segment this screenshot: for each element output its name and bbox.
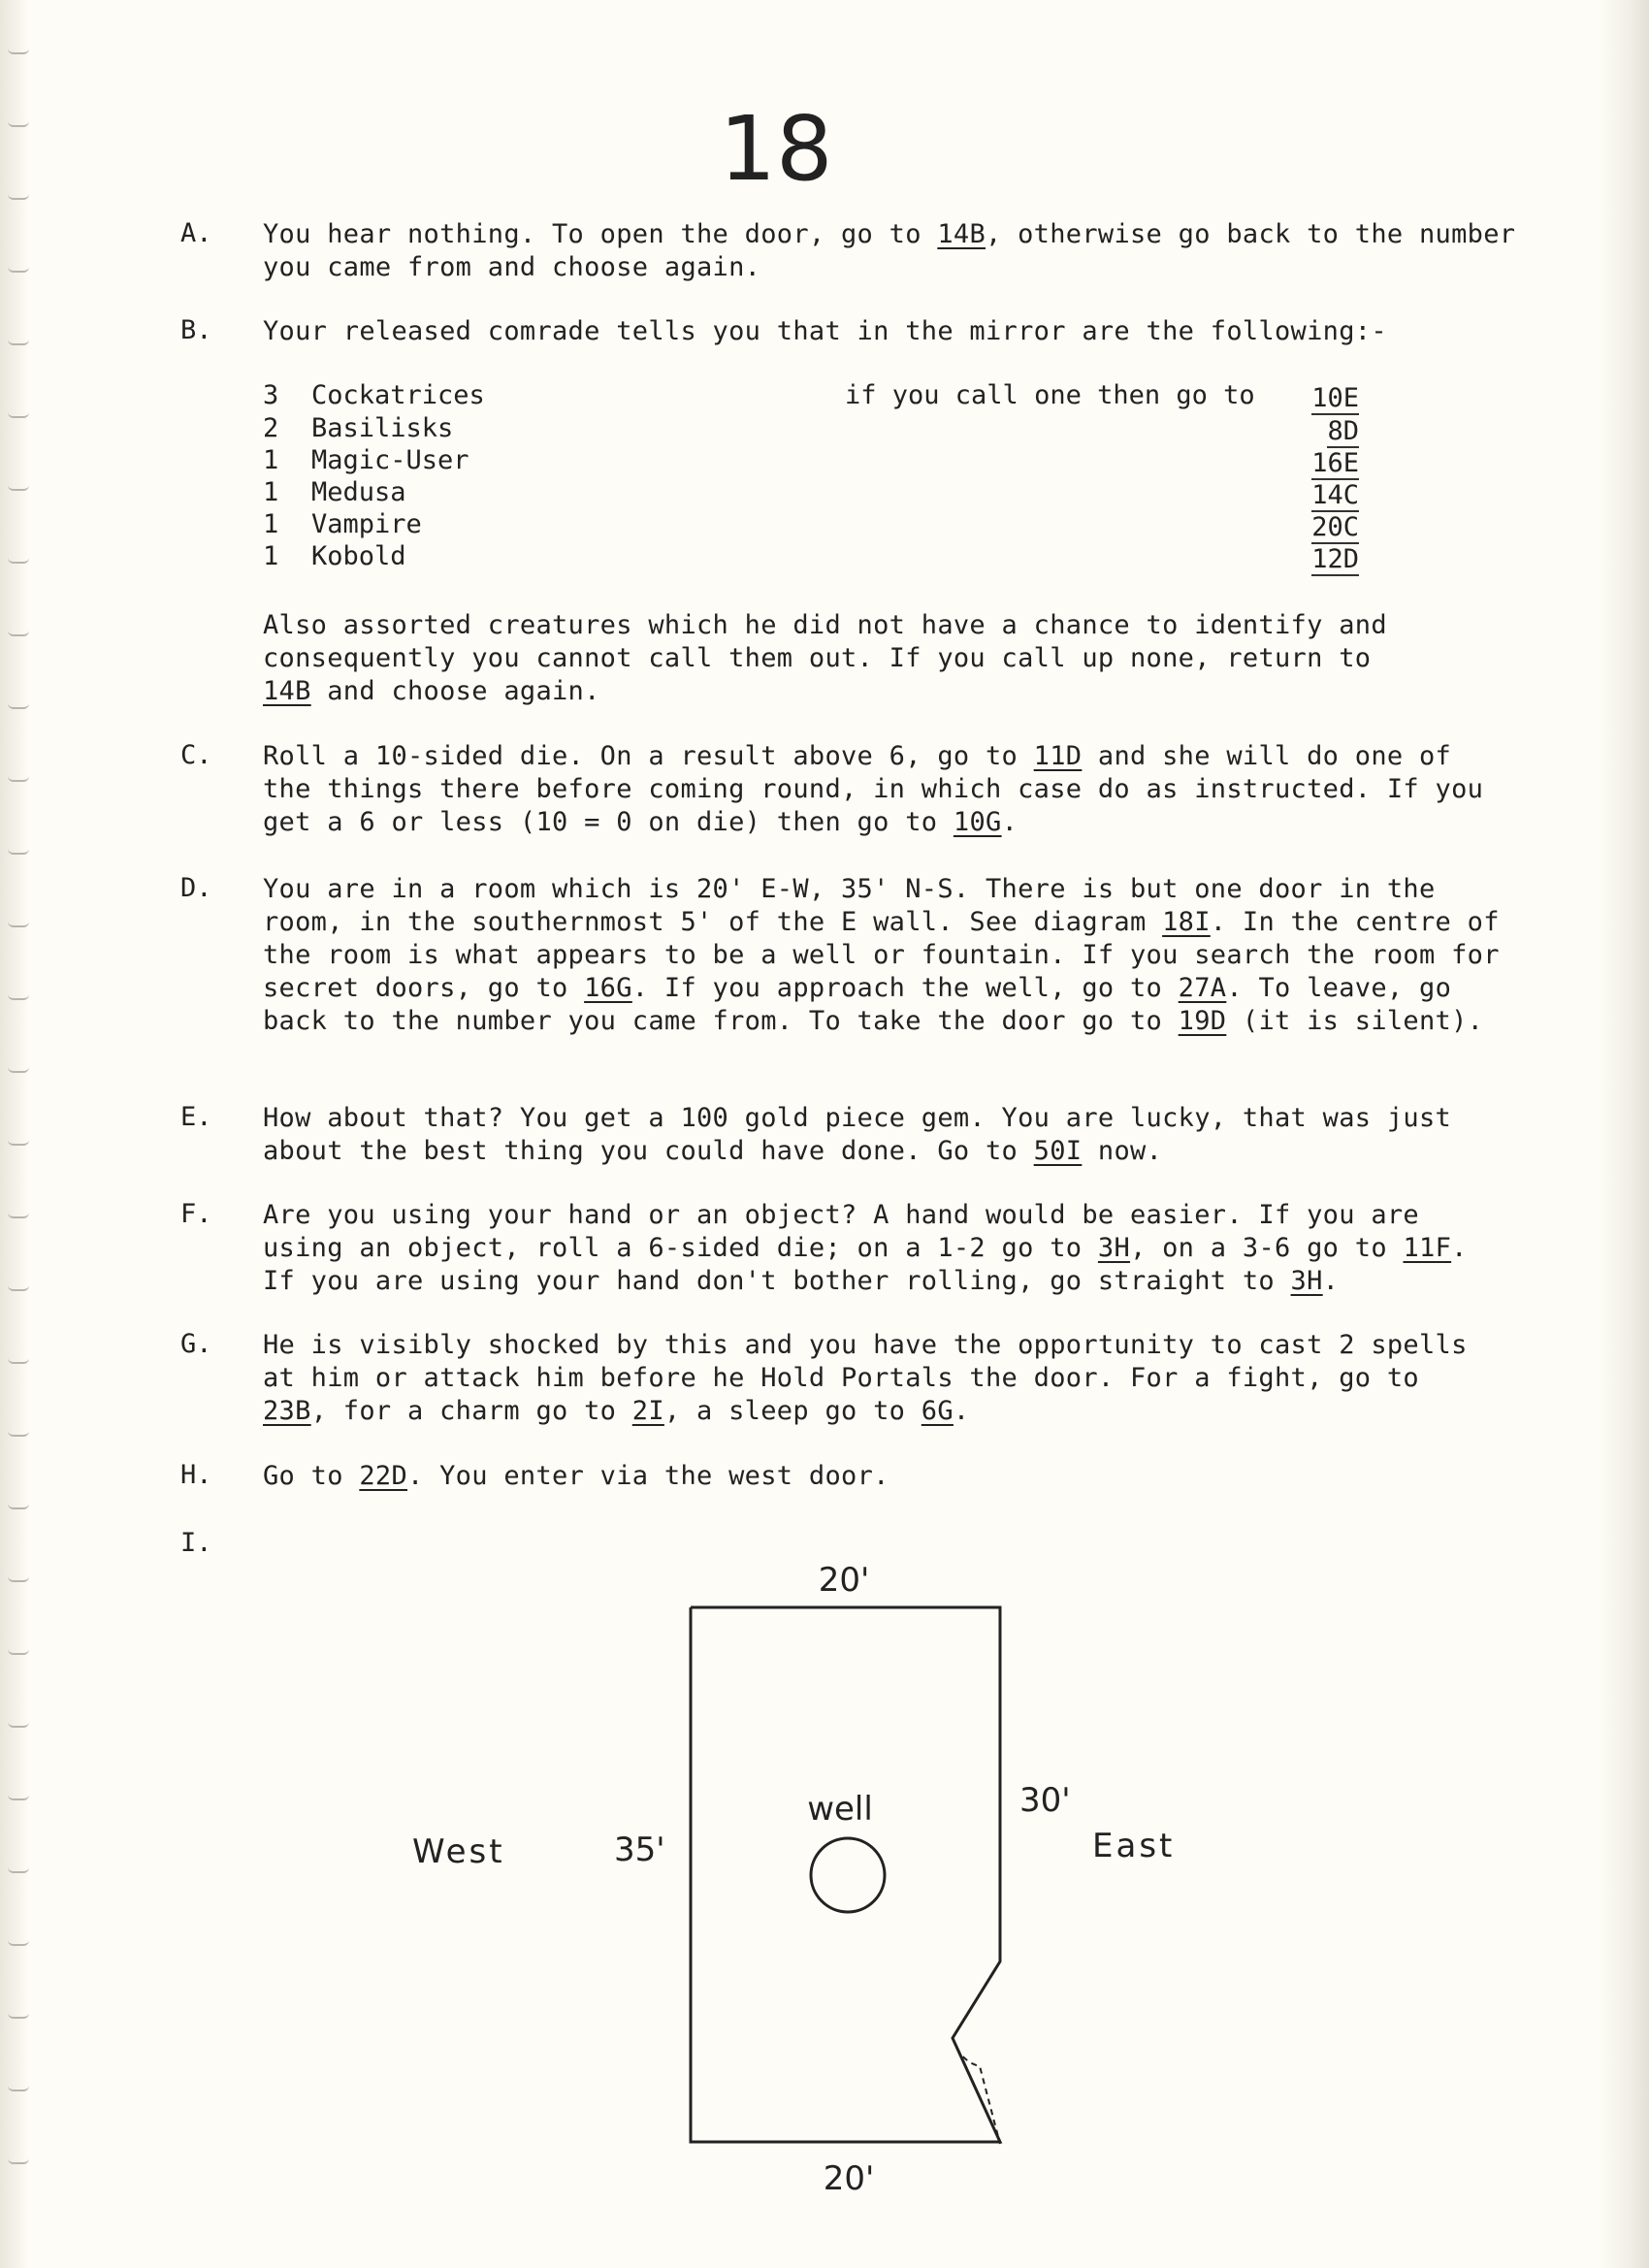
- dimension-top: 20': [818, 1561, 870, 1600]
- entry-letter: B.: [180, 315, 212, 345]
- binding-hole: [8, 849, 29, 855]
- binding-edge: [0, 0, 29, 2268]
- entry-text: He is visibly shocked by this and you have the opportunity to cast 2 spells at him or attack him before he Hold Portals the door. For a fight, go to 23B, for a charm go to 2I, a sleep go to 6G.: [263, 1330, 1468, 1426]
- monster-row: [263, 445, 1359, 478]
- binding-hole: [8, 412, 29, 418]
- cross-reference[interactable]: 10G: [953, 807, 1002, 837]
- binding-hole: [8, 1867, 29, 1873]
- entry-text: How about that? You get a 100 gold piece gem. You are lucky, that was just about the best thing you could have done. Go to 50I now.: [263, 1103, 1452, 1166]
- cross-reference[interactable]: 16E: [1311, 448, 1359, 478]
- binding-hole: [8, 2013, 29, 2019]
- entry-letter: F.: [180, 1199, 212, 1229]
- cross-reference[interactable]: 18I: [1162, 907, 1211, 937]
- monster-name: Magic-User: [311, 445, 469, 475]
- monster-qty: 1: [263, 509, 279, 539]
- cross-reference[interactable]: 19D: [1178, 1006, 1227, 1036]
- binding-hole: [8, 2158, 29, 2164]
- entry-text: Also assorted creatures which he did not have a chance to identify and consequently you cannot call them out. If you call up none, return to 14B and choose again.: [263, 610, 1387, 706]
- cross-reference[interactable]: 16G: [584, 973, 632, 1003]
- binding-hole: [8, 631, 29, 636]
- entry-text: You hear nothing. To open the door, go to 14B, otherwise go back to the number you came from and choose again.: [263, 219, 1516, 282]
- binding-hole: [8, 121, 29, 127]
- monster-name: Basilisks: [311, 413, 454, 443]
- well-circle: [811, 1838, 885, 1912]
- entry-text: You are in a room which is 20' E-W, 35' N-S. There is but one door in the room, in the southernmost 5' of the E wall. See diagram 18I. In the centre of the room is what appears to be a well or fountain. If you search the room for secret doors, go to 16G. If you approach the well, go to 27A. To leave, go back to the number you came from. To take the door go to 19D (it is silent).: [263, 874, 1500, 1036]
- dimension-bottom: 20': [823, 2159, 875, 2198]
- cross-reference[interactable]: 6G: [921, 1396, 954, 1426]
- binding-hole: [8, 776, 29, 782]
- cross-reference[interactable]: 14B: [263, 676, 311, 706]
- monster-qty: 1: [263, 541, 279, 571]
- page-number: 18: [719, 97, 833, 201]
- monster-qty: 1: [263, 445, 279, 475]
- binding-hole: [8, 1140, 29, 1146]
- cross-reference[interactable]: 3H: [1097, 1233, 1131, 1263]
- entry-text: Are you using your hand or an object? A hand would be easier. If you are using an object, roll a 6-sided die; on a 1-2 go to 3H, on a 3-6 go to 11F. If you are using your hand don't bother rolling, go straight to 3H.: [263, 1200, 1468, 1296]
- dimension-left: 35': [614, 1831, 665, 1869]
- entry-letter: E.: [180, 1102, 212, 1132]
- binding-hole: [8, 485, 29, 491]
- binding-hole: [8, 194, 29, 200]
- entry-text: Roll a 10-sided die. On a result above 6, go to 11D and she will do one of the things there before coming round, in which case do as instructed. If you get a 6 or less (10 = 0 on die) then go to 10G.: [263, 741, 1484, 837]
- label-east: East: [1092, 1827, 1176, 1865]
- cross-reference[interactable]: 12D: [1311, 544, 1359, 574]
- binding-hole: [8, 558, 29, 564]
- entry-intro: Your released comrade tells you that in the mirror are the following:-: [263, 316, 1387, 346]
- label-west: West: [412, 1832, 505, 1871]
- binding-hole: [8, 1285, 29, 1291]
- binding-hole: [8, 1722, 29, 1728]
- binding-hole: [8, 1213, 29, 1218]
- binding-hole: [8, 1795, 29, 1800]
- entry-letter: G.: [180, 1329, 212, 1359]
- monster-row: [263, 380, 1359, 413]
- door-swing: [953, 2038, 1000, 2144]
- entry-letter: A.: [180, 218, 212, 248]
- cross-reference[interactable]: 22D: [359, 1461, 408, 1491]
- binding-hole: [8, 267, 29, 273]
- binding-hole: [8, 1431, 29, 1437]
- cross-reference[interactable]: 2I: [631, 1396, 664, 1426]
- cross-reference[interactable]: 10E: [1311, 383, 1359, 413]
- cross-reference[interactable]: 50I: [1033, 1136, 1083, 1166]
- binding-hole: [8, 49, 29, 54]
- binding-hole: [8, 1940, 29, 1946]
- dimension-right: 30': [1019, 1781, 1071, 1820]
- cross-reference[interactable]: 20C: [1311, 512, 1359, 542]
- binding-hole: [8, 994, 29, 1000]
- entry-letter: C.: [180, 740, 212, 770]
- cross-reference[interactable]: 23B: [263, 1396, 311, 1426]
- cross-reference[interactable]: 14B: [937, 219, 986, 249]
- monster-row: [263, 541, 1359, 574]
- cross-reference[interactable]: 11F: [1403, 1233, 1452, 1263]
- binding-hole: [8, 2086, 29, 2091]
- entry-letter: H.: [180, 1460, 212, 1490]
- cross-reference[interactable]: 8D: [1327, 416, 1359, 446]
- monster-row: [263, 413, 1359, 446]
- binding-hole: [8, 1504, 29, 1509]
- call-instruction: if you call one then go to: [845, 380, 1255, 410]
- cross-reference[interactable]: 11D: [1033, 741, 1083, 771]
- binding-hole: [8, 1649, 29, 1655]
- monster-name: Cockatrices: [311, 380, 485, 410]
- binding-hole: [8, 1067, 29, 1073]
- monster-name: Kobold: [311, 541, 406, 571]
- monster-qty: 2: [263, 413, 279, 443]
- monster-row: [263, 509, 1359, 542]
- cross-reference[interactable]: 14C: [1311, 480, 1359, 510]
- monster-row: [263, 477, 1359, 510]
- entry-letter: I.: [180, 1528, 212, 1558]
- monster-qty: 1: [263, 477, 279, 507]
- binding-hole: [8, 1576, 29, 1582]
- entry-letter: D.: [180, 873, 212, 903]
- binding-hole: [8, 922, 29, 927]
- cross-reference[interactable]: 3H: [1290, 1266, 1323, 1296]
- monster-name: Medusa: [311, 477, 406, 507]
- page-edge-shadow: [1599, 0, 1649, 2268]
- cross-reference[interactable]: 27A: [1178, 973, 1227, 1003]
- binding-hole: [8, 340, 29, 345]
- monster-name: Vampire: [311, 509, 422, 539]
- binding-hole: [8, 703, 29, 709]
- binding-hole: [8, 1358, 29, 1364]
- entry-text: Go to 22D. You enter via the west door.: [263, 1461, 889, 1491]
- monster-qty: 3: [263, 380, 279, 410]
- room-outline: [691, 1607, 1000, 2142]
- label-well: well: [807, 1790, 873, 1829]
